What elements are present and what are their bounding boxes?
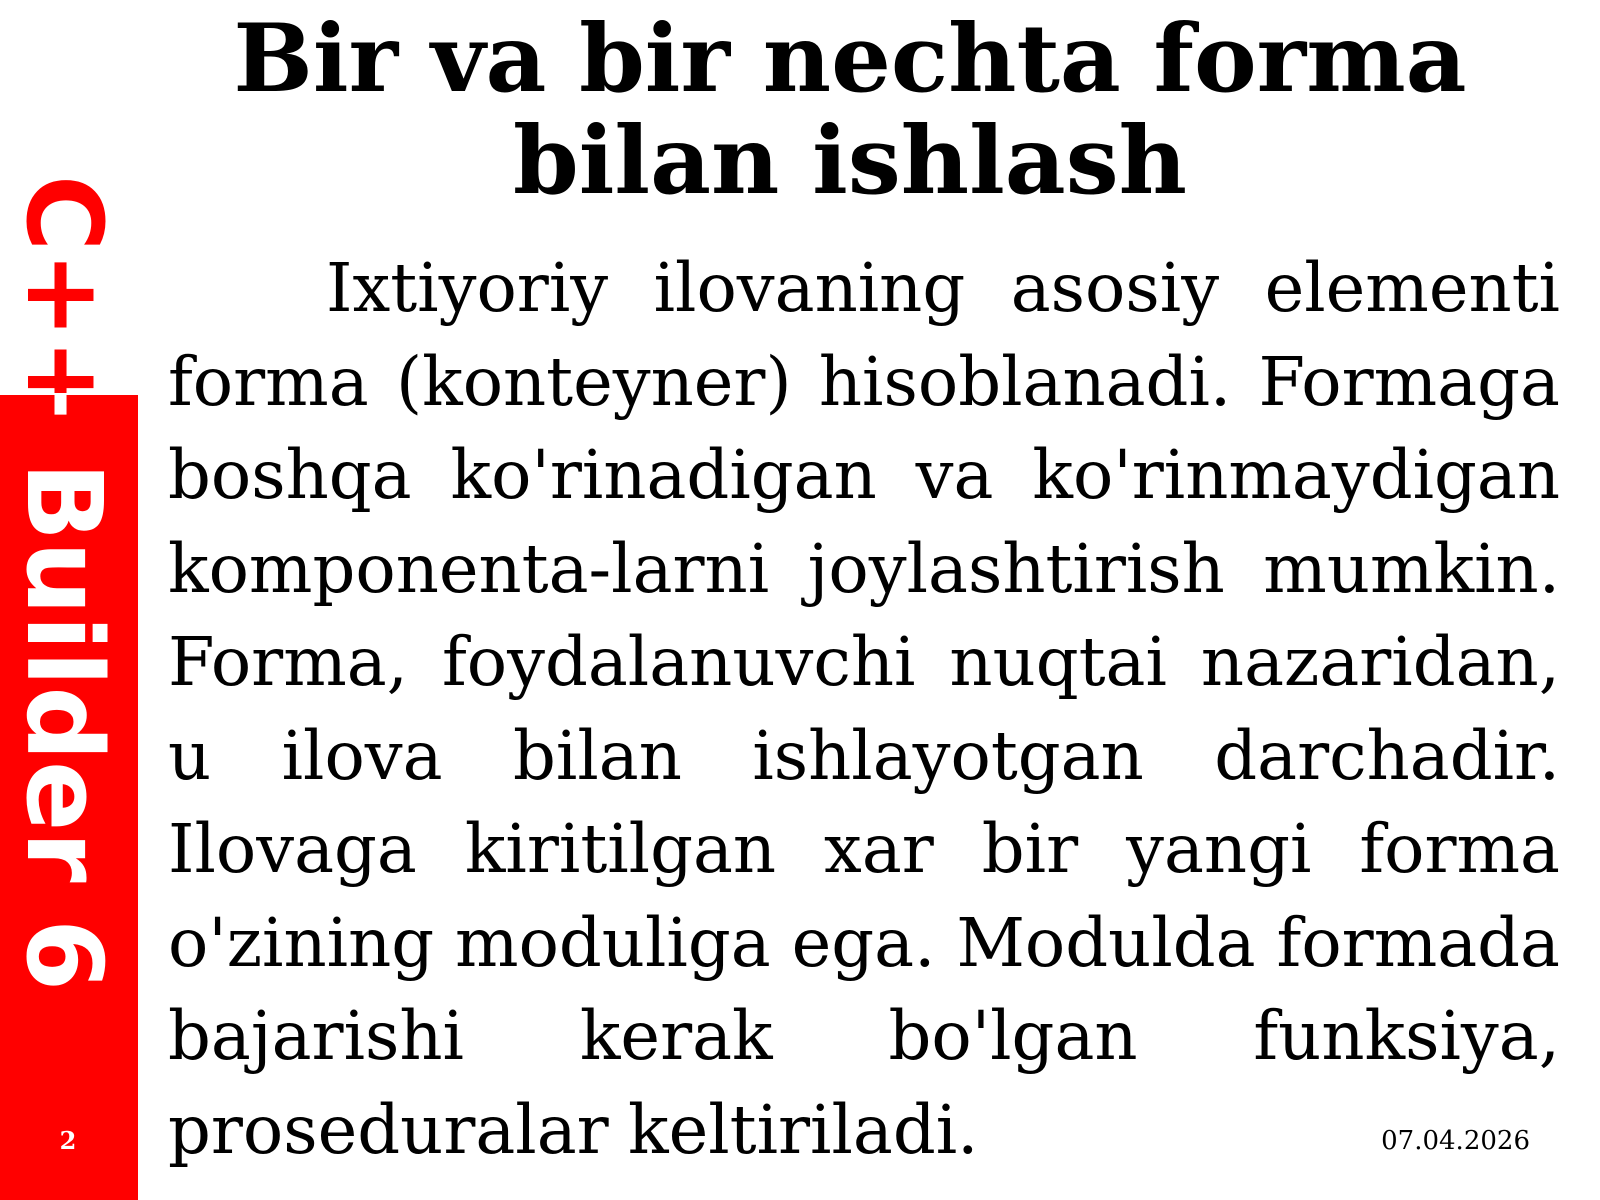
slide-date: 07.04.2026 [1381, 1126, 1530, 1156]
page-number: 2 [59, 1126, 77, 1155]
body-paragraph: Ixtiyoriy ilovaning asosiy elementi forma (konteyner) hisoblanadi. Formaga boshqa ko'rinadigan va ko'rinmaydigan komponenta-larni joylashtirish mumkin. Forma, foydalanuvchi nuqtai nazaridan, u ilova bilan ishlayotgan darchadir. Ilovaga kiritilgan xar bir yangi forma o'zining moduliga ega. Modulda formada bajarishi kerak bo'lgan funksiya, proseduralar keltiriladi. [168, 249, 1560, 1169]
slide-title: Bir va bir nechta forma bilan ishlash [233, 4, 1467, 216]
side-label: C++ Builder 6 [3, 175, 125, 992]
